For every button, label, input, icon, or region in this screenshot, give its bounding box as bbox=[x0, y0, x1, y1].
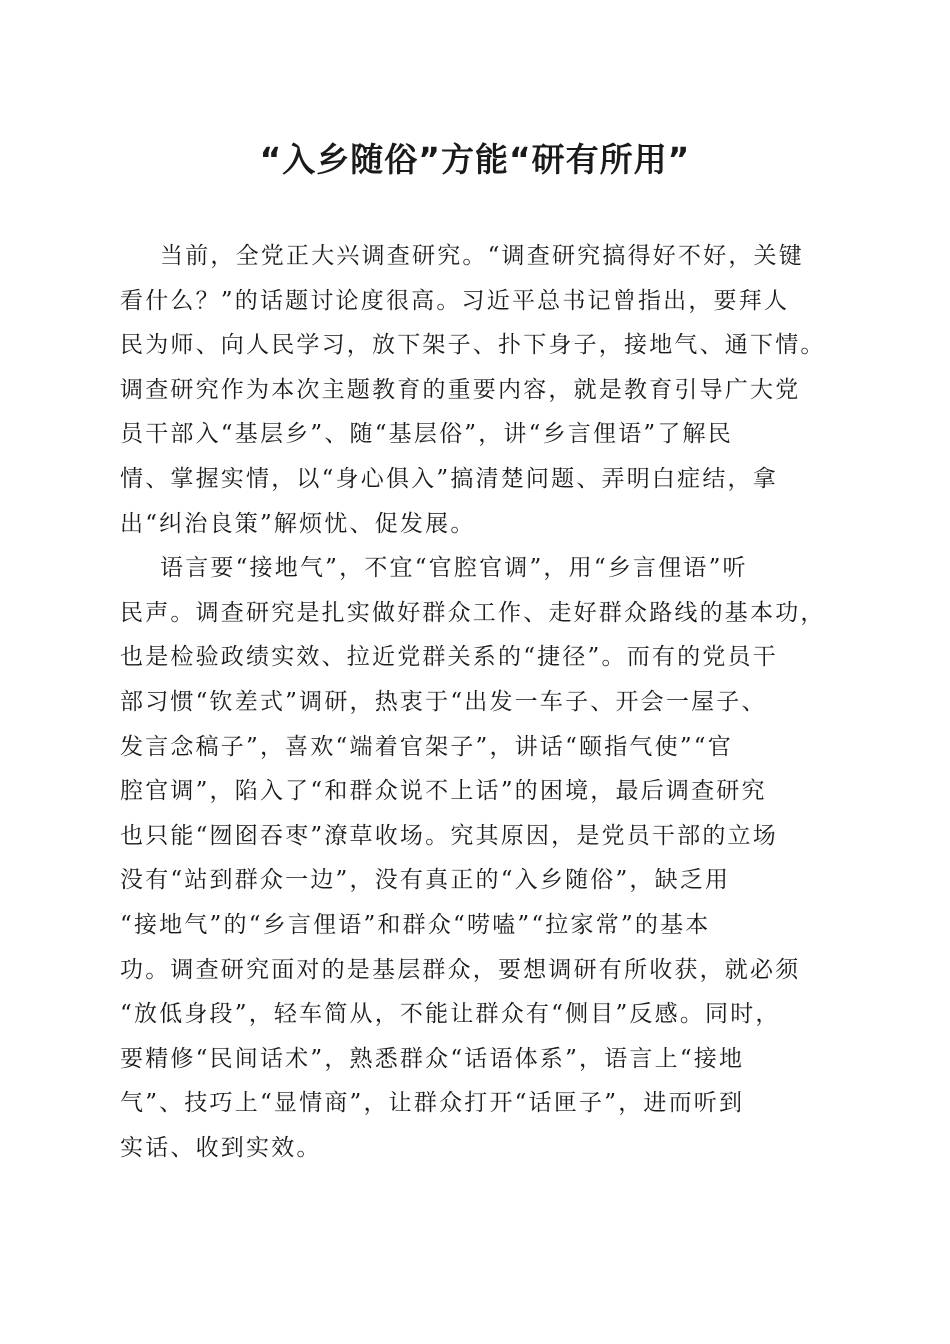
paragraph-line: 当前，全党正大兴调查研究。“调查研究搞得好不好，关键 bbox=[160, 243, 804, 269]
paragraph-line: 部习惯“钦差式”调研，热衷于“出发一车子、开会一屋子、 bbox=[120, 688, 767, 715]
paragraph-line: “接地气”的“乡言俚语”和群众“唠嗑”“拉家常”的基本 bbox=[120, 911, 711, 938]
paragraph-2 bbox=[120, 546, 840, 1170]
paragraph-line: 也只能“囫囵吞枣”潦草收场。究其原因，是党员干部的立场 bbox=[120, 822, 778, 849]
paragraph-line: 要精修“民间话术”，熟悉群众“话语体系”，语言上“接地 bbox=[120, 1045, 745, 1072]
document-title: “入乡随俗”方能“研有所用” bbox=[259, 140, 691, 179]
paragraph-line: 气”、技巧上“显情商”，让群众打开“话匣子”，进而听到 bbox=[120, 1090, 745, 1117]
paragraph-line: 民为师、向人民学习，放下架子、扑下身子，接地气、通下情。 bbox=[120, 332, 826, 359]
paragraph-line: 语言要“接地气”，不宜“官腔官调”，用“乡言俚语”听 bbox=[160, 555, 748, 582]
paragraph-line: 看什么？”的话题讨论度很高。习近平总书记曾指出，要拜人 bbox=[120, 287, 790, 314]
document-body bbox=[120, 234, 840, 1170]
paragraph-line: 调查研究作为本次主题教育的重要内容，就是教育引导广大党 bbox=[120, 376, 801, 403]
paragraph-line: 民声。调查研究是扎实做好群众工作、走好群众路线的基本功， bbox=[120, 599, 826, 626]
paragraph-line: “放低身段”，轻车简从，不能让群众有“侧目”反感。同时， bbox=[120, 1001, 781, 1028]
paragraph-line: 员干部入“基层乡”、随“基层俗”，讲“乡言俚语”了解民 bbox=[120, 421, 733, 448]
paragraph-line: 情、掌握实情，以“身心俱入”搞清楚问题、弄明白症结，拿 bbox=[120, 465, 778, 492]
paragraph-1 bbox=[120, 234, 840, 546]
paragraph-line: 也是检验政绩实效、拉近党群关系的“捷径”。而有的党员干 bbox=[120, 644, 778, 671]
paragraph-line: 实话、收到实效。 bbox=[120, 1134, 322, 1161]
paragraph-line: 没有“站到群众一边”，没有真正的“入乡随俗”，缺乏用 bbox=[120, 867, 731, 894]
paragraph-line: 出“纠治良策”解烦忧、促发展。 bbox=[120, 510, 476, 537]
paragraph-line: 功。调查研究面对的是基层群众，要想调研有所收获，就必须 bbox=[120, 956, 801, 983]
paragraph-line: 发言念稿子”，喜欢“端着官架子”，讲话“颐指气使”“官 bbox=[120, 733, 733, 760]
paragraph-line: 腔官调”，陷入了“和群众说不上话”的困境，最后调查研究 bbox=[120, 778, 767, 805]
